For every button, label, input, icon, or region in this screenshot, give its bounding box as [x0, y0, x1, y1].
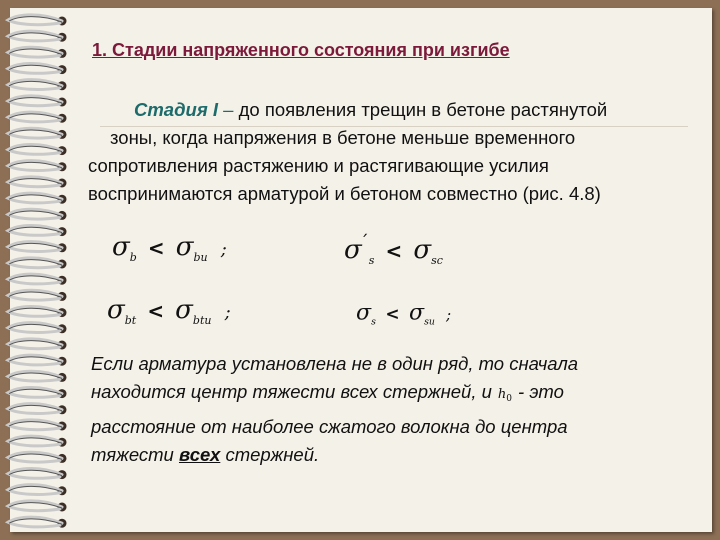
spiral-ring [8, 306, 67, 317]
spiral-ring [8, 517, 67, 528]
spiral-ring [8, 323, 67, 334]
spiral-ring [8, 144, 67, 155]
formula-subscript: b [129, 251, 137, 264]
sigma-symbol: σ [409, 300, 425, 326]
page-title: 1. Стадии напряженного состояния при изгибе [92, 40, 510, 60]
h0-symbol [498, 387, 512, 402]
paragraph-line-4: воспринимаются арматурой и бетоном совместно (рис. 4.8) [88, 183, 601, 204]
spiral-ring [8, 420, 67, 431]
spiral-ring [8, 339, 67, 350]
spiral-ring [8, 96, 67, 107]
less-than-sign: < [147, 236, 165, 260]
spiral-ring [8, 15, 67, 26]
spiral-ring [8, 63, 67, 74]
less-than-sign: < [385, 239, 403, 263]
spiral-ring [8, 485, 67, 496]
emphasis-all: всех [178, 444, 221, 465]
sigma-symbol: σ [175, 232, 194, 262]
formula-subscript: bu [193, 251, 208, 264]
note-line-3: расстояние от наиболее сжатого волокна до центра [91, 416, 568, 437]
reinforcement-note [91, 350, 691, 469]
note-line-1: Если арматура установлена не в один ряд, то сначала [91, 353, 579, 374]
paragraph-line-3: сопротивления растяжению и растягивающие усилия [88, 155, 549, 176]
spiral-ring [8, 501, 67, 512]
spiral-ring [8, 112, 67, 123]
spiral-ring [8, 80, 67, 91]
spiral-ring [8, 128, 67, 139]
note-line-2-end: - это [518, 381, 564, 402]
spiral-ring [8, 47, 67, 58]
sigma-symbol: σ [344, 235, 362, 265]
formula-subscript: sc [431, 254, 443, 267]
sigma-symbol: σ [413, 235, 432, 265]
note-line-2-text: находится центр тяжести всех стержней, и [91, 381, 492, 402]
spiral-ring [8, 371, 67, 382]
sigma-symbol: σ [356, 300, 372, 326]
spiral-ring [8, 209, 67, 220]
formula-semicolon: ; [220, 239, 227, 260]
formula-sigma-s-prime [344, 232, 443, 267]
spiral-ring [8, 193, 67, 204]
stage-label: Стадия I [134, 99, 219, 120]
paragraph-line-1-text: до появления трещин в бетоне растянутой [233, 99, 608, 120]
paragraph-line-1 [88, 96, 700, 124]
spiral-ring [8, 452, 67, 463]
stage-dash: – [218, 99, 234, 120]
formula-semicolon: ; [224, 302, 231, 323]
spiral-ring [8, 274, 67, 285]
spiral-binding [0, 8, 70, 532]
formula-sigma-b [112, 232, 227, 264]
sigma-symbol: σ [112, 232, 130, 262]
spiral-ring [8, 31, 67, 42]
sigma-symbol: σ [107, 295, 125, 325]
less-than-sign: < [147, 299, 165, 323]
spiral-ring [8, 290, 67, 301]
spiral-ring [8, 161, 67, 172]
spiral-ring [8, 242, 67, 253]
prime-mark: ´ [359, 232, 369, 253]
formula-sigma-s [356, 300, 451, 327]
formula-sigma-bt [107, 295, 231, 327]
spiral-ring [8, 404, 67, 415]
spiral-ring [8, 387, 67, 398]
paragraph-line-2: зоны, когда напряжения в бетоне меньше временного [110, 127, 576, 148]
formula-subscript: btu [192, 314, 212, 327]
formula-subscript: s [368, 254, 375, 267]
stage-description [88, 96, 700, 208]
spiral-ring [8, 436, 67, 447]
h0-subscript: 0 [506, 394, 513, 404]
note-line-2 [91, 378, 691, 413]
spiral-ring [8, 468, 67, 479]
less-than-sign: < [385, 303, 400, 324]
spiral-ring [8, 355, 67, 366]
sigma-symbol: σ [175, 295, 193, 325]
note-line-4-start: тяжести [91, 444, 179, 465]
h0-letter: h [497, 387, 507, 402]
formula-subscript: s [371, 316, 376, 328]
note-line-4-end: стержней. [220, 444, 320, 465]
note-line-4 [91, 441, 691, 469]
formula-semicolon: ; [446, 305, 452, 324]
spiral-ring [8, 225, 67, 236]
spiral-ring [8, 258, 67, 269]
formula-subscript: su [424, 316, 435, 328]
formula-subscript: bt [124, 314, 137, 327]
spiral-ring [8, 177, 67, 188]
